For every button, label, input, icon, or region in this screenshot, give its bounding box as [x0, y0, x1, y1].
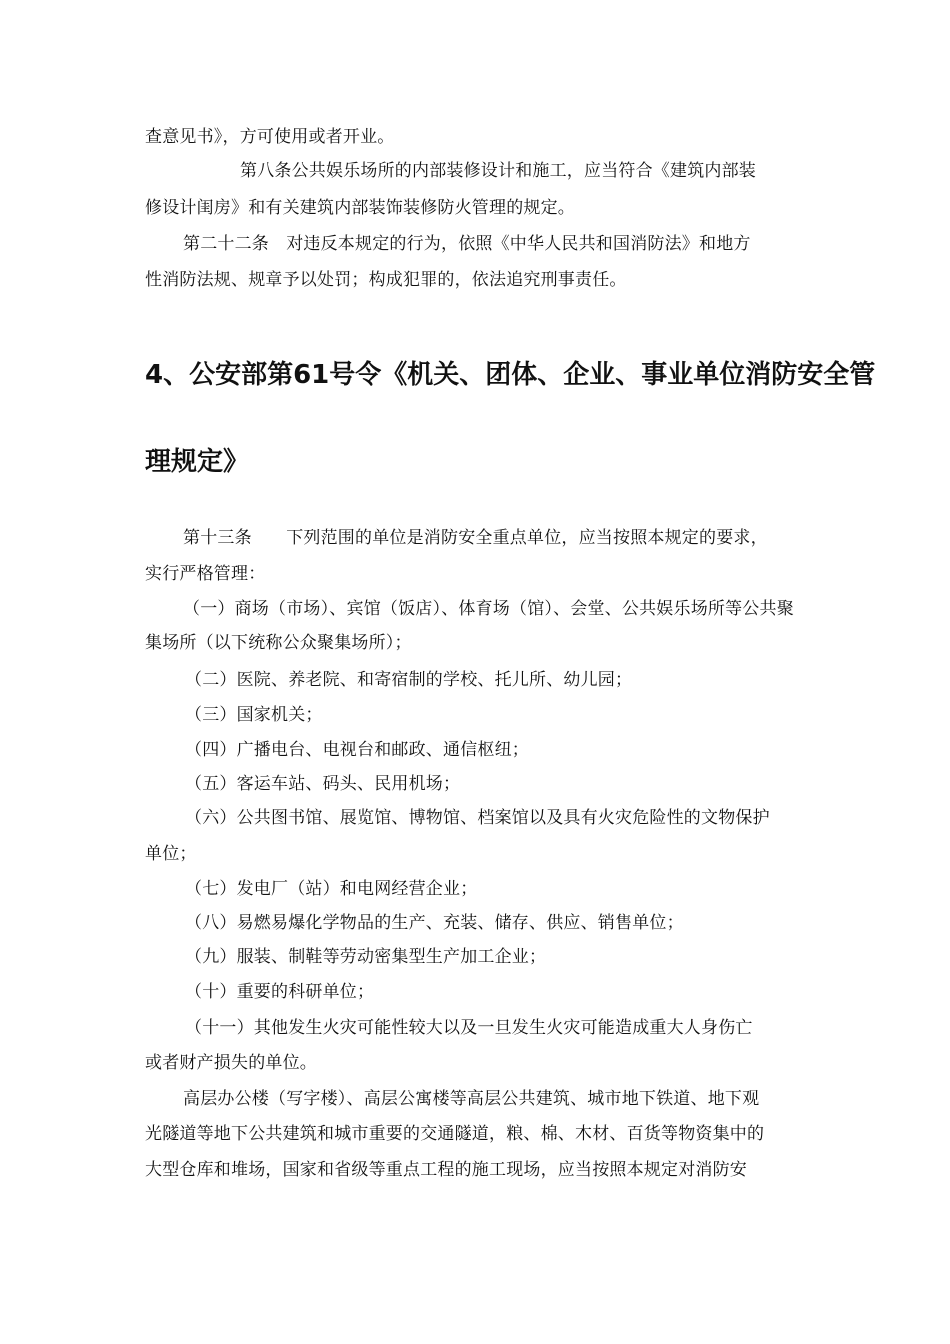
text-line: （二）医院、养老院、和寄宿制的学校、托儿所、幼儿园；	[185, 670, 633, 690]
text-line: （十）重要的科研单位；	[185, 982, 375, 1002]
text-line: （八）易燃易爆化学物品的生产、充装、储存、供应、销售单位；	[185, 913, 684, 933]
text-line: 第八条公共娱乐场所的内部装修设计和施工，应当符合《建筑内部装	[240, 161, 756, 181]
text-line: 或者财产损失的单位。	[145, 1053, 317, 1073]
text-line: 实行严格管理：	[145, 564, 266, 584]
text-line: 大型仓库和堆场，国家和省级等重点工程的施工现场，应当按照本规定对消防安	[145, 1160, 747, 1180]
text-line: 第二十二条 对违反本规定的行为，依照《中华人民共和国消防法》和地方	[183, 234, 751, 254]
text-line: （五）客运车站、码头、民用机场；	[185, 774, 461, 794]
text-line: 单位；	[145, 844, 197, 864]
text-line: 查意见书》，方可使用或者开业。	[145, 127, 395, 147]
text-line: 集场所（以下统称公众聚集场所）；	[145, 633, 412, 653]
text-line: 修设计闺房》和有关建筑内部装饰装修防火管理的规定。	[145, 198, 575, 218]
text-line: 光隧道等地下公共建筑和城市重要的交通隧道，粮、棉、木材、百货等物资集中的	[145, 1124, 765, 1144]
text-line: （三）国家机关；	[185, 705, 323, 725]
section-heading: 理规定》	[145, 447, 250, 477]
text-line: 高层办公楼（写字楼）、高层公寓楼等高层公共建筑、城市地下铁道、地下观	[183, 1089, 760, 1109]
text-line: 性消防法规、规章予以处罚；构成犯罪的，依法追究刑事责任。	[145, 270, 627, 290]
text-line: 第十三条 下列范围的单位是消防安全重点单位，应当按照本规定的要求，	[183, 528, 768, 548]
text-line: （六）公共图书馆、展览馆、博物馆、档案馆以及具有火灾危险性的文物保护	[185, 808, 770, 828]
text-line: （九）服装、制鞋等劳动密集型生产加工企业；	[185, 947, 547, 967]
text-line: （四）广播电台、电视台和邮政、通信枢纽；	[185, 740, 529, 760]
text-line: （七）发电厂（站）和电网经营企业；	[185, 879, 478, 899]
text-line: （一）商场（市场）、宾馆（饭店）、体育场（馆）、会堂、公共娱乐场所等公共聚	[183, 599, 794, 619]
text-line: （十一）其他发生火灾可能性较大以及一旦发生火灾可能造成重大人身伤亡	[185, 1018, 753, 1038]
section-heading: 4、公安部第61号令《机关、团体、企业、事业单位消防安全管	[145, 360, 876, 390]
